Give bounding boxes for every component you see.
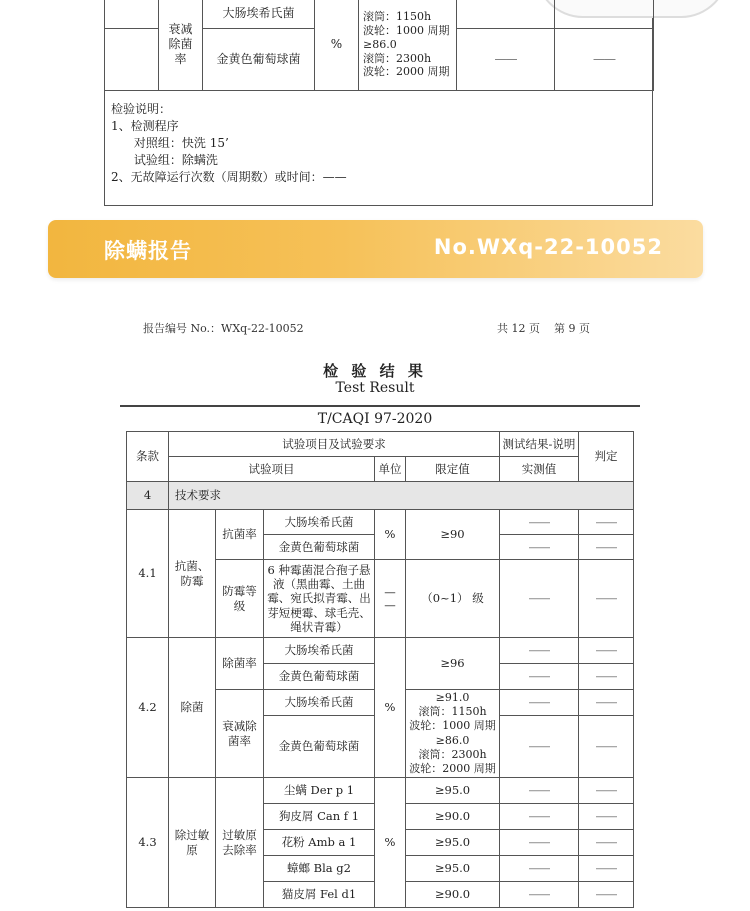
- banner-title: 除螨报告: [104, 239, 192, 263]
- measured-cell: ——: [500, 560, 579, 638]
- limit-cell: ≥96: [406, 638, 500, 690]
- antibacterial-rate: 抗菌率: [216, 510, 264, 560]
- measured-cell: ——: [500, 856, 579, 882]
- measured-cell: ——: [500, 882, 579, 908]
- mold-description: 6 种霉菌混合孢子悬液（黑曲霉、土曲霉、宛氏拟青霉、出芽短梗霉、球毛壳、绳状青霉）: [264, 560, 375, 638]
- measured-cell: ——: [500, 510, 579, 535]
- atten-label: 衰减 除菌 率: [159, 0, 203, 90]
- section-title: 技术要求: [169, 482, 634, 510]
- page-info: 共 12 页 第 9 页: [497, 322, 590, 335]
- clause-4-3-name: 除过敏 原: [169, 778, 216, 908]
- note-line: 试验组：除螨洗: [111, 153, 218, 167]
- report-banner: [48, 220, 703, 278]
- judge-cell: ——: [579, 804, 634, 830]
- header-result-group: 测试结果-说明: [500, 432, 579, 457]
- report-number: 报告编号 No.：WXq-22-10052: [143, 322, 304, 335]
- clause-4-2: 4.2: [127, 638, 169, 778]
- header-limit: 限定值: [406, 457, 500, 482]
- sterilization-rate: 除菌率: [216, 638, 264, 690]
- header-item: 试验项目: [169, 457, 375, 482]
- staph-label: 金黄色葡萄球菌: [203, 28, 315, 90]
- measured-cell: ——: [500, 638, 579, 664]
- judge-cell: ——: [579, 716, 634, 778]
- judge-dash: ——: [555, 28, 654, 90]
- header-unit: 单位: [375, 457, 406, 482]
- ecoli-item: 大肠埃希氏菌: [264, 510, 375, 535]
- measured-cell: ——: [500, 778, 579, 804]
- unit-label: %: [315, 0, 359, 90]
- header-item-group: 试验项目及试验要求: [169, 432, 500, 457]
- clause-4-3: 4.3: [127, 778, 169, 908]
- measured-cell: ——: [500, 664, 579, 690]
- allergen-item: 花粉 Amb a 1: [264, 830, 375, 856]
- limit-text: 滚筒：1150h 波轮：1000 周期 ≥86.0 滚筒：2300h 波轮：2000 周期: [359, 0, 457, 90]
- unit-cell: %: [375, 638, 406, 778]
- result-dash: ——: [457, 28, 555, 90]
- judge-cell: ——: [579, 830, 634, 856]
- previous-table-tail: [104, 0, 654, 91]
- measured-cell: ——: [500, 804, 579, 830]
- previous-page-fragment: [104, 0, 653, 206]
- staph-item: 金黄色葡萄球菌: [264, 535, 375, 560]
- limit-cell: ≥95.0: [406, 830, 500, 856]
- allergen-item: 尘螨 Der p 1: [264, 778, 375, 804]
- measured-cell: ——: [500, 535, 579, 560]
- note-line: 对照组：快洗 15’: [111, 136, 229, 150]
- page-title: 检 验 结 果: [323, 362, 427, 380]
- limit-cell: ≥90.0: [406, 882, 500, 908]
- allergen-item: 蟑螂 Bla g2: [264, 856, 375, 882]
- title-rule: [120, 405, 640, 407]
- mold-grade: 防霉等 级: [216, 560, 264, 638]
- judge-cell: ——: [579, 638, 634, 664]
- limit-cell: [406, 690, 500, 778]
- attenuation-rate: 衰减除 菌率: [216, 690, 264, 778]
- clause-4-1-name: 抗菌、 防霉: [169, 510, 216, 638]
- judge-cell: ——: [579, 664, 634, 690]
- clause-4-1: 4.1: [127, 510, 169, 638]
- ecoli-label: 大肠埃希氏菌: [203, 0, 315, 28]
- limit-cell: ≥95.0: [406, 778, 500, 804]
- judge-cell: ——: [579, 778, 634, 804]
- judge-cell: ——: [579, 510, 634, 535]
- note-line: 1、检测程序: [111, 119, 179, 133]
- limit-cell: ≥90.0: [406, 804, 500, 830]
- judge-cell: ——: [579, 690, 634, 716]
- limit-cell: ≥95.0: [406, 856, 500, 882]
- staph-item: 金黄色葡萄球菌: [264, 716, 375, 778]
- limit-cell: ≥90: [406, 510, 500, 560]
- clause-4-2-name: 除菌: [169, 638, 216, 778]
- limit-a: ≥91.0 滚筒：1150h 波轮：1000 周期: [409, 690, 496, 733]
- allergen-removal-rate: 过敏原 去除率: [216, 778, 264, 908]
- header-clause: 条款: [127, 432, 169, 482]
- test-result-table: [126, 431, 634, 908]
- ecoli-item: 大肠埃希氏菌: [264, 638, 375, 664]
- staph-item: 金黄色葡萄球菌: [264, 664, 375, 690]
- ecoli-item: 大肠埃希氏菌: [264, 690, 375, 716]
- page-subtitle: Test Result: [335, 380, 415, 396]
- inspection-notes: [111, 101, 347, 186]
- measured-cell: ——: [500, 830, 579, 856]
- judge-cell: ——: [579, 882, 634, 908]
- judge-cell: ——: [579, 560, 634, 638]
- judge-cell: ——: [579, 856, 634, 882]
- banner-report-number: No.WXq-22-10052: [433, 235, 663, 259]
- allergen-item: 狗皮屑 Can f 1: [264, 804, 375, 830]
- judge-cell: ——: [579, 535, 634, 560]
- note-line: 检验说明：: [111, 102, 172, 116]
- unit-cell: %: [375, 510, 406, 560]
- section-clause: 4: [127, 482, 169, 510]
- header-measured: 实测值: [500, 457, 579, 482]
- header-judge: 判定: [579, 432, 634, 482]
- note-line: 2、无故障运行次数（周期数）或时间：——: [111, 170, 347, 184]
- limit-b: ≥86.0 滚筒：2300h 波轮：2000 周期: [409, 733, 496, 776]
- measured-cell: ——: [500, 690, 579, 716]
- standard-number: T/CAQI 97-2020: [317, 411, 433, 427]
- unit-cell: %: [375, 778, 406, 908]
- allergen-item: 猫皮屑 Fel d1: [264, 882, 375, 908]
- limit-cell: （0~1） 级: [406, 560, 500, 638]
- unit-cell: — —: [375, 560, 406, 638]
- measured-cell: ——: [500, 716, 579, 778]
